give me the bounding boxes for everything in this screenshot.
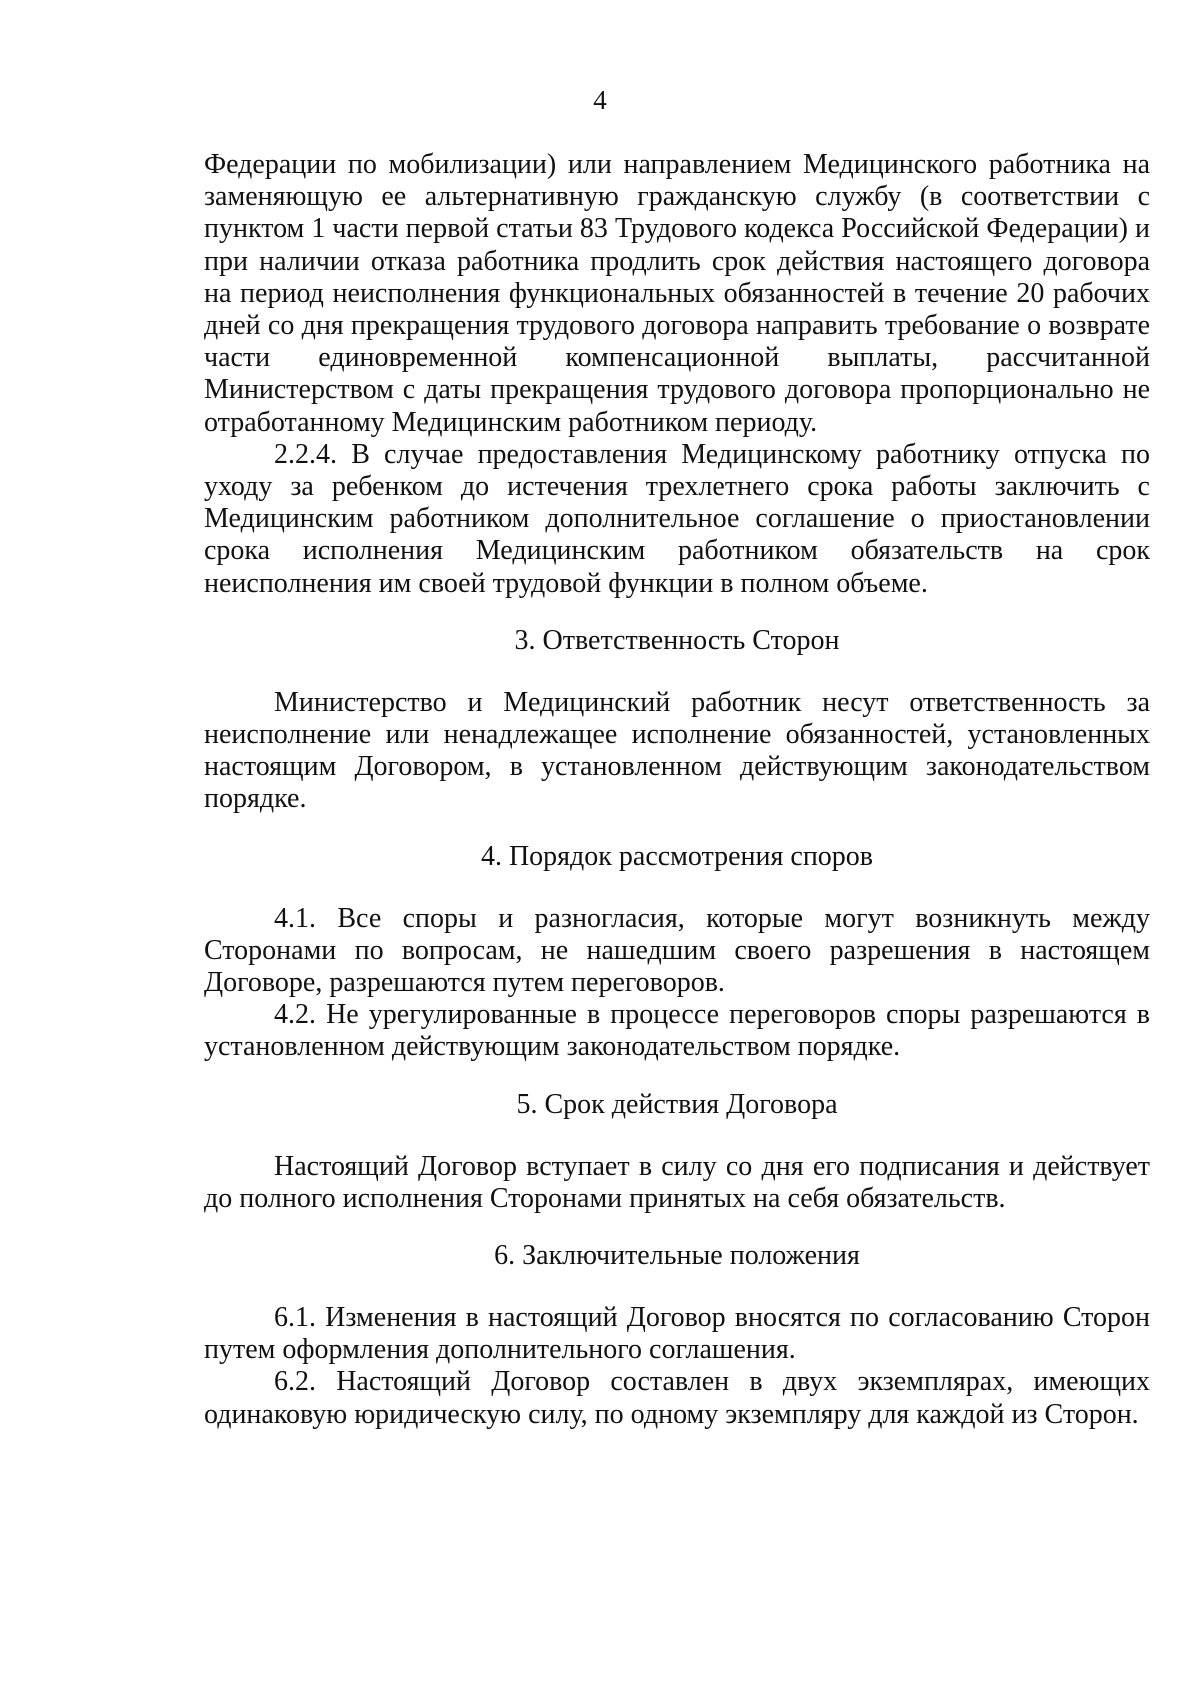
section-6-heading: 6. Заключительные положения xyxy=(494,1240,860,1272)
page-number: 4 xyxy=(593,85,607,115)
section-4-heading: 4. Порядок рассмотрения споров xyxy=(480,840,874,872)
clause-6-1: 6.1. Изменения в настоящий Договор вносятся по согласованию Сторон путем оформления дополнительного соглашения. xyxy=(204,1302,1150,1366)
clause-4-1: 4.1. Все споры и разногласия, которые могут возникнуть между Сторонами по вопросам, не нашедшим своего разрешения в настоящем Договоре, разрешаются путем переговоров. xyxy=(204,902,1150,999)
document-body xyxy=(204,149,1150,1431)
section-3-heading: 3. Ответственность Сторон xyxy=(514,624,840,656)
section-3-text: Министерство и Медицинский работник несут ответственность за неисполнение или ненадлежащее исполнение обязанностей, установленных настоящим Договором, в установленном действующим законодательством порядке. xyxy=(204,686,1150,815)
clause-4-2: 4.2. Не урегулированные в процессе переговоров споры разрешаются в установленном действующим законодательством порядке. xyxy=(204,999,1150,1063)
section-5-text: Настоящий Договор вступает в силу со дня его подписания и действует до полного исполнения Сторонами принятых на себя обязательств. xyxy=(204,1150,1150,1214)
intro-paragraph: Федерации по мобилизации) или направлением Медицинского работника на заменяющую ее альтернативную гражданскую службу (в соответствии с пунктом 1 части первой статьи 83 Трудового кодекса Российской Федерации) и при наличии отказа работника продлить срок действия настоящего договора на период неисполнения функциональных обязанностей в течение 20 рабочих дней со дня прекращения трудового договора направить требование о возврате части единовременной компенсационной выплаты, рассчитанной Министерством с даты прекращения трудового договора пропорционально не отработанному Медицинским работником периоду. xyxy=(204,149,1150,438)
section-5-heading: 5. Срок действия Договора xyxy=(516,1088,838,1120)
clause-2-2-4: 2.2.4. В случае предоставления Медицинскому работнику отпуска по уходу за ребенком до истечения трехлетнего срока работы заключить с Медицинским работником дополнительное соглашение о приостановлении срока исполнения Медицинским работником обязательств на срок неисполнения им своей трудовой функции в полном объеме. xyxy=(204,438,1150,599)
clause-6-2: 6.2. Настоящий Договор составлен в двух экземплярах, имеющих одинаковую юридическую силу, по одному экземпляру для каждой из Сторон. xyxy=(204,1366,1150,1430)
